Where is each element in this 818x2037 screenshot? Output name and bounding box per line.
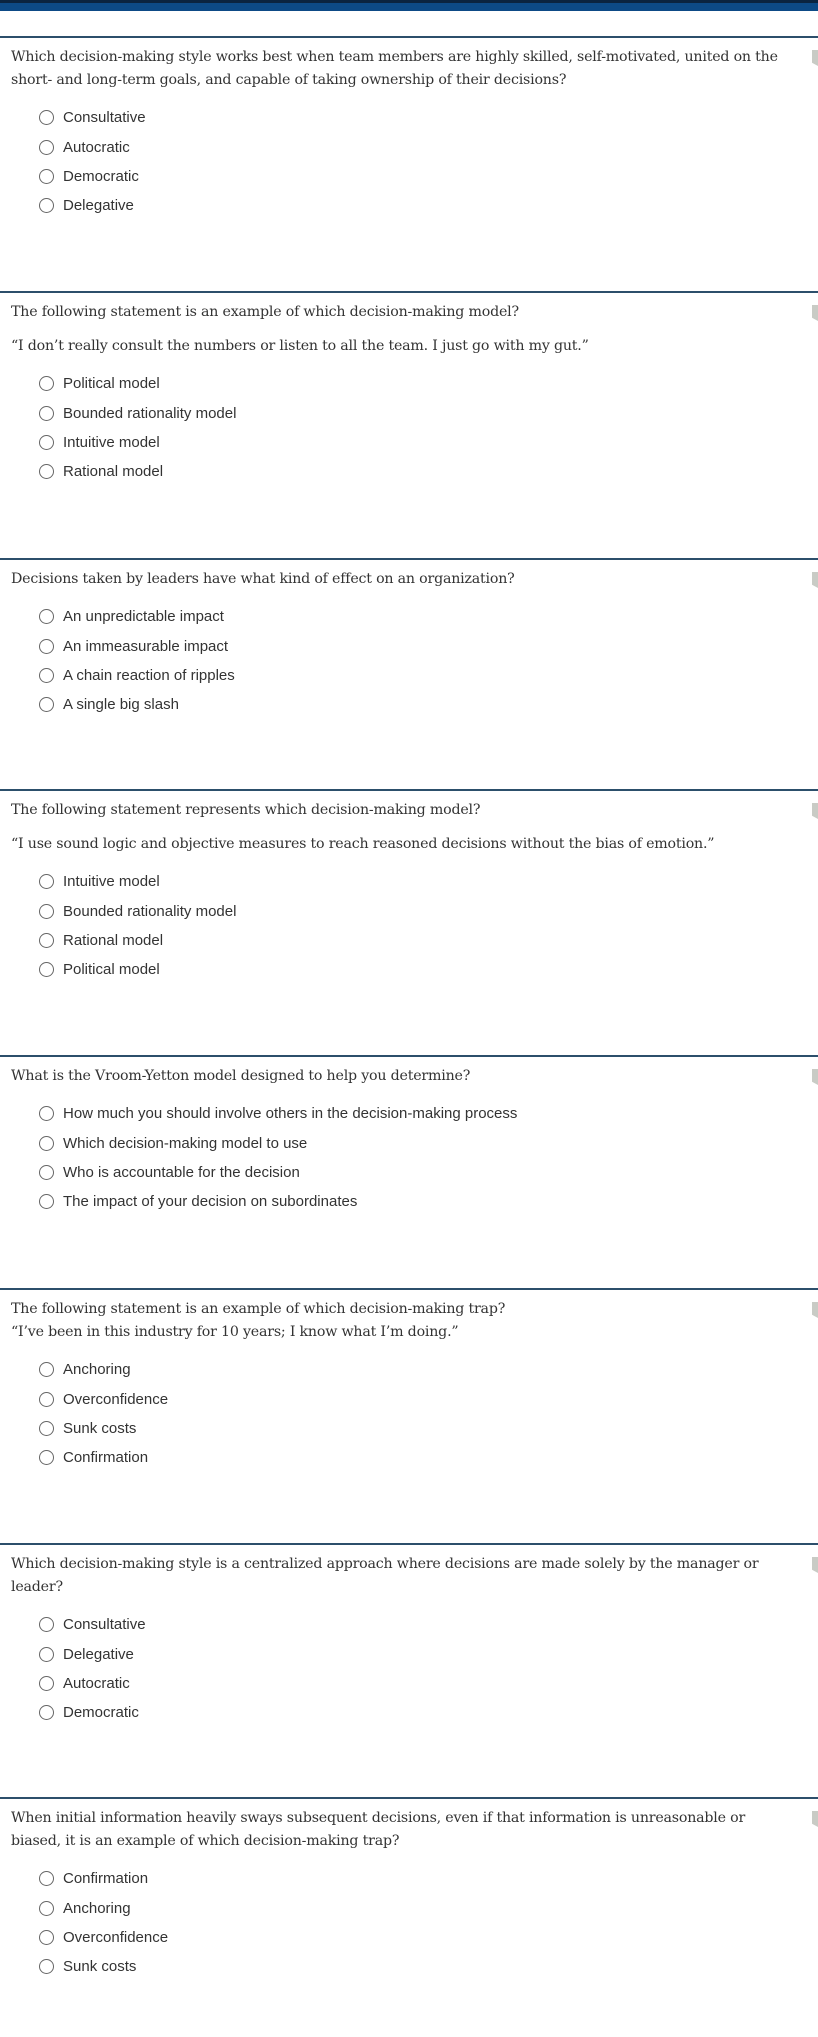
flag-icon[interactable] (812, 572, 818, 588)
answer-option[interactable] (39, 132, 798, 161)
answer-options (11, 369, 798, 487)
radio-button[interactable] (39, 464, 54, 479)
answer-options (11, 867, 798, 985)
flag-icon[interactable] (812, 50, 818, 66)
question-8 (0, 1797, 818, 2037)
answer-option-label: Political model (63, 961, 160, 979)
radio-button[interactable] (39, 169, 54, 184)
answer-option[interactable] (39, 162, 798, 191)
answer-option[interactable] (39, 1698, 798, 1727)
radio-button[interactable] (39, 639, 54, 654)
radio-button[interactable] (39, 1165, 54, 1180)
answer-option-label: Overconfidence (63, 1390, 169, 1408)
radio-button[interactable] (39, 406, 54, 421)
answer-option[interactable] (39, 103, 798, 132)
answer-option-label: Delegative (63, 197, 134, 215)
radio-button[interactable] (39, 1450, 54, 1465)
question-7 (0, 1543, 818, 1797)
answer-option-label: Consultative (63, 109, 146, 127)
answer-option[interactable] (39, 1099, 798, 1128)
flag-icon[interactable] (812, 1069, 818, 1085)
answer-option[interactable] (39, 1187, 798, 1216)
radio-button[interactable] (39, 962, 54, 977)
radio-button[interactable] (39, 140, 54, 155)
radio-button[interactable] (39, 1705, 54, 1720)
answer-option[interactable] (39, 602, 798, 631)
flag-icon[interactable] (812, 1811, 818, 1827)
radio-button[interactable] (39, 376, 54, 391)
answer-option-label: Democratic (63, 167, 139, 185)
answer-option[interactable] (39, 398, 798, 427)
radio-button[interactable] (39, 609, 54, 624)
answer-option-label: How much you should involve others in the decision-making process (63, 1105, 518, 1123)
answer-option-label: Anchoring (63, 1361, 131, 1379)
answer-option[interactable] (39, 1669, 798, 1698)
answer-option-label: Intuitive model (63, 873, 160, 891)
answer-option-label: Anchoring (63, 1899, 131, 1917)
radio-button[interactable] (39, 1136, 54, 1151)
question-text: Decisions taken by leaders have what kind of effect on an organization? (11, 571, 515, 587)
radio-button[interactable] (39, 668, 54, 683)
answer-option-label: An unpredictable impact (63, 608, 224, 626)
answer-options (11, 1355, 798, 1473)
question-quote: “I’ve been in this industry for 10 years; I know what I’m doing.” (11, 1324, 459, 1340)
question-quote: “I don’t really consult the numbers or listen to all the team. I just go with my gut.” (11, 338, 589, 354)
radio-button[interactable] (39, 1959, 54, 1974)
answer-option-label: Rational model (63, 463, 164, 481)
answer-option[interactable] (39, 631, 798, 660)
answer-option[interactable] (39, 1128, 798, 1157)
answer-option[interactable] (39, 1158, 798, 1187)
answer-options (11, 1099, 798, 1217)
question-3 (0, 558, 818, 789)
answer-option[interactable] (39, 1610, 798, 1639)
question-5 (0, 1055, 818, 1288)
answer-option[interactable] (39, 1864, 798, 1893)
radio-button[interactable] (39, 1930, 54, 1945)
radio-button[interactable] (39, 1362, 54, 1377)
question-quote: “I use sound logic and objective measures to reach reasoned decisions without the bias of emotion.” (11, 836, 715, 852)
answer-options (11, 1610, 798, 1728)
answer-option-label: Rational model (63, 931, 164, 949)
answer-option[interactable] (39, 1952, 798, 1981)
question-2 (0, 291, 818, 558)
answer-option-label: A single big slash (63, 696, 179, 714)
answer-option[interactable] (39, 428, 798, 457)
radio-button[interactable] (39, 1676, 54, 1691)
question-1 (0, 36, 818, 291)
answer-option-label: Confirmation (63, 1449, 149, 1467)
answer-option[interactable] (39, 690, 798, 719)
answer-option-label: Democratic (63, 1704, 139, 1722)
radio-button[interactable] (39, 1647, 54, 1662)
answer-option-label: Overconfidence (63, 1928, 169, 1946)
answer-option-label: Autocratic (63, 1674, 130, 1692)
answer-option-label: Autocratic (63, 138, 130, 156)
answer-option[interactable] (39, 926, 798, 955)
answer-option[interactable] (39, 896, 798, 925)
answer-option-label: Political model (63, 375, 160, 393)
answer-option[interactable] (39, 1355, 798, 1384)
radio-button[interactable] (39, 198, 54, 213)
answer-option-label: Intuitive model (63, 433, 160, 451)
question-4 (0, 789, 818, 1055)
answer-option-label: Sunk costs (63, 1419, 137, 1437)
answer-option-label: Consultative (63, 1616, 146, 1634)
question-text: The following statement is an example of which decision-making model? (11, 304, 519, 320)
radio-button[interactable] (39, 1421, 54, 1436)
answer-option[interactable] (39, 1923, 798, 1952)
answer-option[interactable] (39, 867, 798, 896)
question-text: Which decision-making style works best when team members are highly skilled, self-motivated, united on the short- and long-term goals, and capable of taking ownership of their decisions? (11, 49, 778, 88)
answer-option[interactable] (39, 369, 798, 398)
answer-option-label: Sunk costs (63, 1958, 137, 1976)
answer-option-label: Which decision-making model to use (63, 1134, 308, 1152)
answer-option[interactable] (39, 661, 798, 690)
radio-button[interactable] (39, 1901, 54, 1916)
radio-button[interactable] (39, 1871, 54, 1886)
answer-options (11, 1864, 798, 1982)
answer-option[interactable] (39, 1414, 798, 1443)
answer-option-label: Who is accountable for the decision (63, 1163, 300, 1181)
answer-option-label: Bounded rationality model (63, 902, 237, 920)
flag-icon[interactable] (812, 803, 818, 819)
radio-button[interactable] (39, 435, 54, 450)
answer-option[interactable] (39, 191, 798, 220)
radio-button[interactable] (39, 697, 54, 712)
radio-button[interactable] (39, 1392, 54, 1407)
answer-option-label: The impact of your decision on subordinates (63, 1193, 358, 1211)
question-6 (0, 1288, 818, 1543)
answer-options (11, 602, 798, 720)
radio-button[interactable] (39, 1194, 54, 1209)
answer-option[interactable] (39, 955, 798, 984)
answer-option-label: Delegative (63, 1645, 134, 1663)
flag-icon[interactable] (812, 305, 818, 321)
answer-option[interactable] (39, 1639, 798, 1668)
answer-options (11, 103, 798, 221)
answer-option-label: Confirmation (63, 1870, 149, 1888)
radio-button[interactable] (39, 874, 54, 889)
radio-button[interactable] (39, 110, 54, 125)
question-text: When initial information heavily sways subsequent decisions, even if that information is unreasonable or biased, it is an example of which decision-making trap? (11, 1810, 746, 1849)
question-text: The following statement is an example of which decision-making trap? (11, 1301, 506, 1317)
answer-option-label: A chain reaction of ripples (63, 666, 235, 684)
question-text: What is the Vroom-Yetton model designed to help you determine? (11, 1068, 471, 1084)
radio-button[interactable] (39, 904, 54, 919)
top-bar-accent (0, 3, 818, 11)
answer-option[interactable] (39, 1443, 798, 1472)
answer-option[interactable] (39, 457, 798, 486)
answer-option-label: An immeasurable impact (63, 637, 229, 655)
answer-option-label: Bounded rationality model (63, 404, 237, 422)
question-text: The following statement represents which decision-making model? (11, 802, 481, 818)
answer-option[interactable] (39, 1384, 798, 1413)
flag-icon[interactable] (812, 1302, 818, 1318)
quiz (0, 36, 818, 2037)
radio-button[interactable] (39, 933, 54, 948)
header-spacer (0, 11, 818, 36)
radio-button[interactable] (39, 1106, 54, 1121)
radio-button[interactable] (39, 1617, 54, 1632)
question-text: Which decision-making style is a centralized approach where decisions are made solely by the manager or leader? (11, 1556, 759, 1595)
flag-icon[interactable] (812, 1557, 818, 1573)
answer-option[interactable] (39, 1893, 798, 1922)
